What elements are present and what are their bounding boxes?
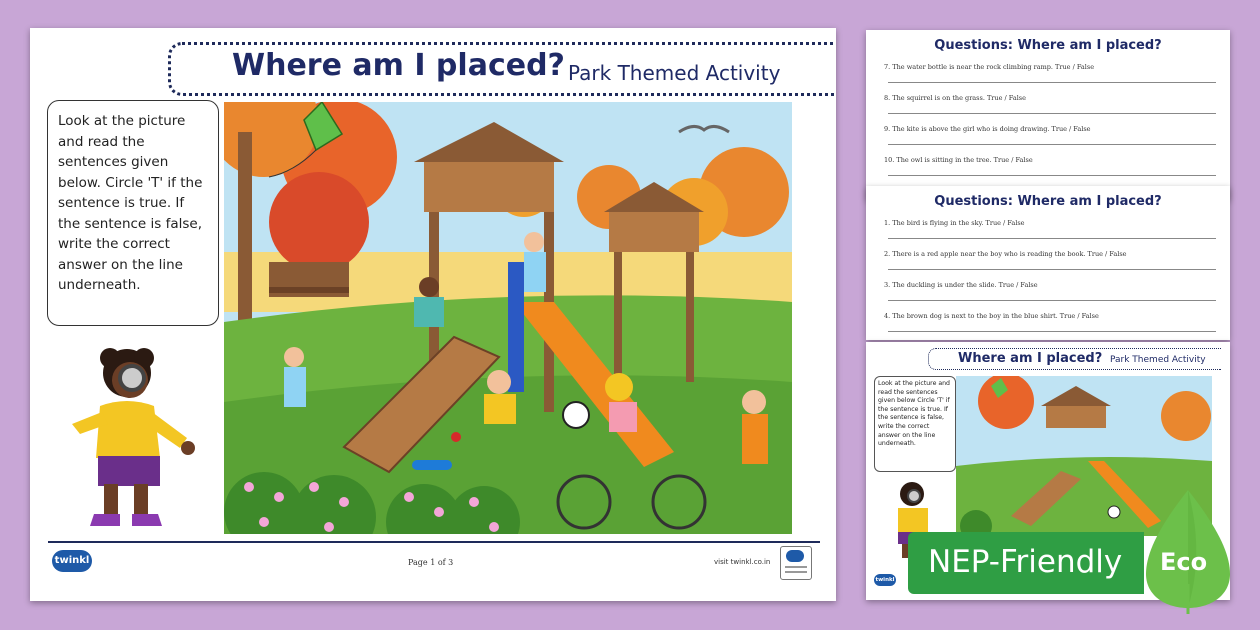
instructions-box: Look at the picture and read the sentences given below. Circle 'T' if the sentence is true. If the sentence is false, write the correct answer on the line underneath. xyxy=(47,100,219,326)
questions-title: Questions: Where am I placed? xyxy=(934,194,1162,209)
worksheet-questions-page-b xyxy=(866,186,1230,340)
worksheet-questions-page-a xyxy=(866,30,1230,200)
question-item: 9. The kite is above the girl who is doing drawing. True / False xyxy=(884,125,1091,133)
questions-title: Questions: Where am I placed? xyxy=(934,38,1162,53)
thumb-subtitle: Park Themed Activity xyxy=(1110,355,1206,365)
page-number: Page 1 of 3 xyxy=(408,558,454,567)
worksheet-page-1 xyxy=(30,28,836,601)
answer-line[interactable] xyxy=(888,300,1216,301)
answer-line[interactable] xyxy=(888,238,1216,239)
answer-line[interactable] xyxy=(888,144,1216,145)
answer-line[interactable] xyxy=(888,269,1216,270)
website-link[interactable]: visit twinkl.co.in xyxy=(714,558,771,566)
question-item: 1. The bird is flying in the sky. True / False xyxy=(884,219,1025,227)
question-item: 4. The brown dog is next to the boy in the blue shirt. True / False xyxy=(884,312,1099,320)
park-scene-illustration xyxy=(224,102,792,534)
footer-divider xyxy=(48,541,820,543)
twinkl-logo-thumbnail: twinkl xyxy=(874,574,896,586)
page-subtitle: Park Themed Activity xyxy=(568,61,781,85)
answer-line[interactable] xyxy=(888,331,1216,332)
quality-badge-icon xyxy=(780,546,812,580)
nep-friendly-label: NEP-Friendly xyxy=(928,544,1123,580)
eco-label: Eco xyxy=(1160,548,1208,576)
question-item: 7. The water bottle is near the rock climbing ramp. True / False xyxy=(884,63,1095,71)
twinkl-logo: twinkl xyxy=(52,550,92,572)
question-item: 10. The owl is sitting in the tree. True / False xyxy=(884,156,1033,164)
answer-line[interactable] xyxy=(888,82,1216,83)
girl-with-magnifier-illustration xyxy=(52,328,212,533)
answer-line[interactable] xyxy=(888,113,1216,114)
answer-line[interactable] xyxy=(888,175,1216,176)
thumb-title: Where am I placed? xyxy=(958,351,1103,366)
thumb-instructions-box: Look at the picture and read the sentences given below Circle 'T' if the sentence is true. If the sentence is false, write the correct answer on the line underneath. xyxy=(874,376,956,472)
page-title: Where am I placed? xyxy=(232,48,565,83)
question-item: 8. The squirrel is on the grass. True / False xyxy=(884,94,1026,102)
question-item: 3. The duckling is under the slide. True / False xyxy=(884,281,1038,289)
question-item: 2. There is a red apple near the boy who is reading the book. True / False xyxy=(884,250,1127,258)
